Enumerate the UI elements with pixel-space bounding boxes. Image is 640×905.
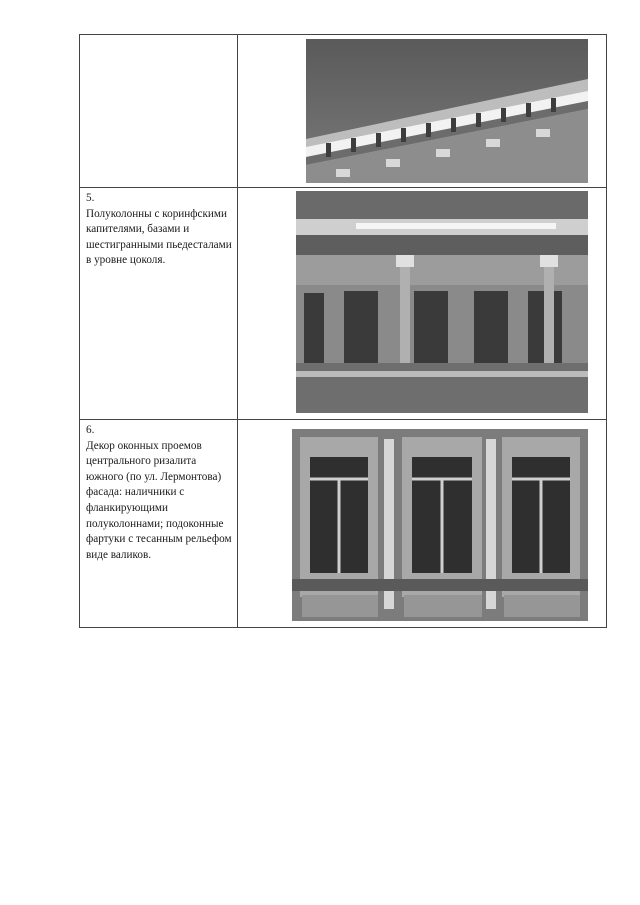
cornice-photo: [306, 39, 588, 183]
row-divider: [80, 419, 606, 420]
column-divider: [237, 35, 238, 627]
row-divider: [80, 187, 606, 188]
row-number: 5.: [86, 192, 95, 204]
row-3-text: [86, 423, 236, 563]
window-decor-photo: [292, 429, 588, 621]
half-columns-photo: [296, 191, 588, 413]
row-description: Декор оконных проемов центрального ризалита южного (по ул. Лермонтова) фасада: наличники с фланкирующими полуколоннами; подоконные фартуки с тесанным рельефом виде валиков.: [86, 439, 232, 561]
row-2-text: [86, 191, 236, 269]
features-table: [79, 34, 607, 628]
row-description: Полуколонны с коринфскими капителями, базами и шестигранными пьедесталами в уровне цоколя.: [86, 207, 232, 267]
row-number: 6.: [86, 424, 95, 436]
